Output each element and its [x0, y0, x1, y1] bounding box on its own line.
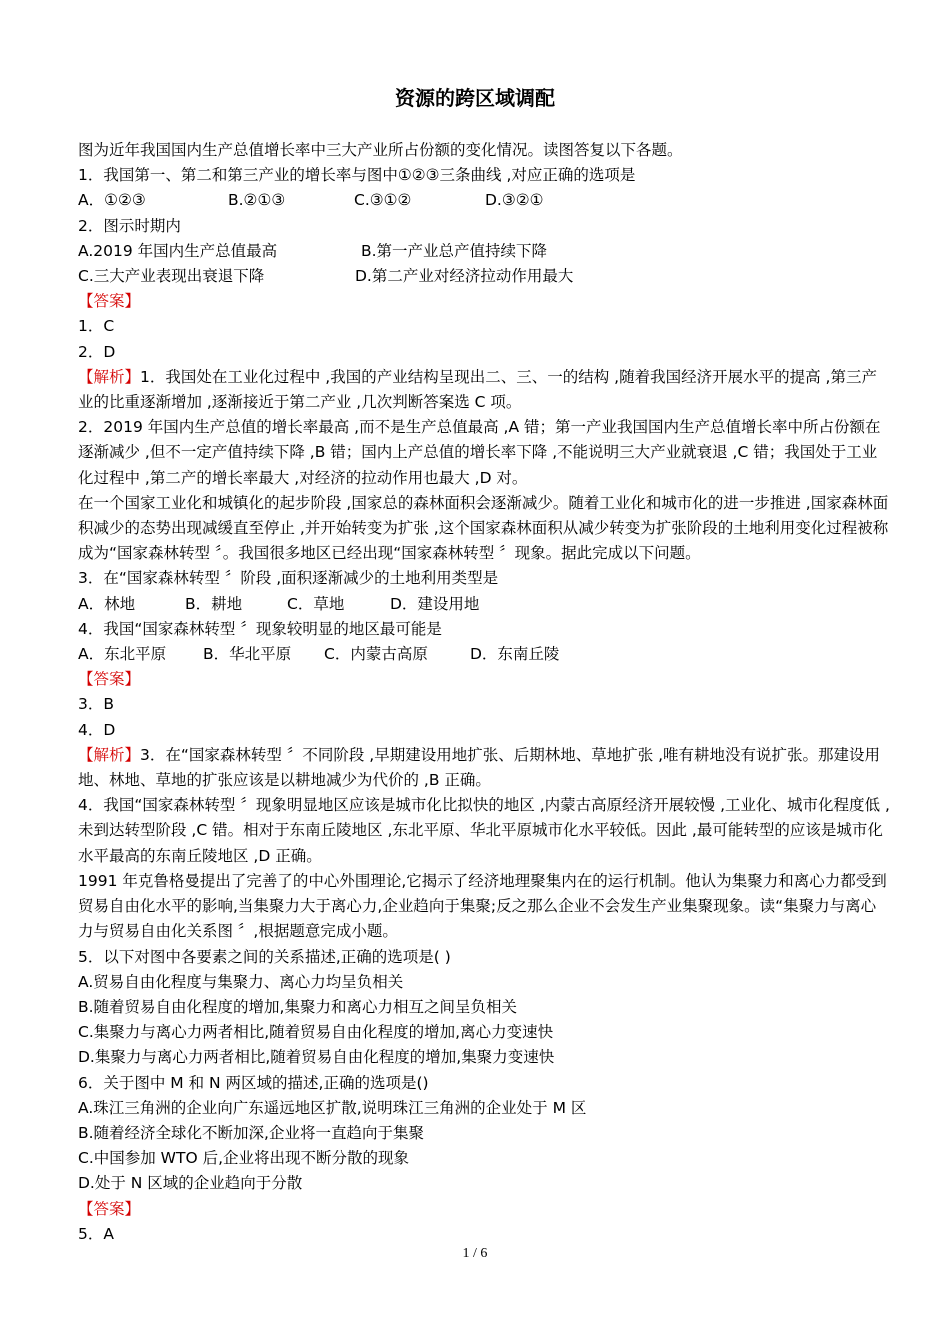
option: D.第二产业对经济拉动作用最大: [355, 267, 574, 286]
question-3: 3．在“国家森林转型 〞阶段 ,面积逐渐减少的土地利用类型是: [78, 569, 499, 588]
option: C．内蒙古高原: [324, 645, 428, 664]
answer-3: 3．B: [78, 695, 114, 714]
option: D.③②①: [485, 191, 544, 210]
answer-label: 【答案】: [78, 1199, 141, 1218]
question-6: 6．关于图中 M 和 N 两区域的描述,正确的选项是(): [78, 1073, 429, 1092]
question-2-options-row2: [68, 264, 890, 289]
option: D．东南丘陵: [470, 645, 560, 664]
option: C.集聚力与离心力两者相比,随着贸易自由化程度的增加,离心力变速快: [78, 1023, 554, 1042]
option: D．建设用地: [390, 594, 480, 613]
analysis-label: 【解析】: [78, 745, 141, 764]
section3-intro: 1991 年克鲁格曼提出了完善了的中心外围理论,它揭示了经济地理聚集内在的运行机制。他认为集聚力和离心力都受到贸易自由化水平的影响,当集聚力大于离心力,企业趋向于集聚;反之那么企业不会发生产业集聚现象。读“集聚力与离心力与贸易自由化关系图 〞,根据题意完成小题。: [78, 871, 887, 941]
analysis-4: 4．我国“国家森林转型 〞现象明显地区应该是城市化比拟快的地区 ,内蒙古高原经济开展较慢 ,工业化、城市化程度低 ,未到达转型阶段 ,C 错。相对于东南丘陵地区 ,东北平原、华北平原城市化水平较低。因此 ,最可能转型的应该是城市化水平最高的东南丘陵地区 ,D 正确。: [78, 796, 890, 865]
answer-5: 5．A: [78, 1224, 114, 1243]
option: A．东北平原: [78, 645, 167, 664]
section2-intro: 在一个国家工业化和城镇化的起步阶段 ,国家总的森林面积会逐渐减少。随着工业化和城市化的进一步推进 ,国家森林面积减少的态势出现减缓直至停止 ,并开始转变为扩张 ,这个国家森林面积从减少转变为扩张阶段的土地利用变化过程被称成为“国家森林转型 〞。我国很多地区已经出现“国家森林转型 〞现象。据此完成以下问题。: [78, 493, 889, 563]
option: A．林地: [78, 594, 136, 613]
option: C．草地: [287, 594, 345, 613]
question-2-options-row1: [68, 239, 890, 264]
option: B．华北平原: [203, 645, 292, 664]
option: B．耕地: [185, 594, 243, 613]
question-1: 1．我国第一、第二和第三产业的增长率与图中①②③三条曲线 ,对应正确的选项是: [78, 166, 636, 185]
analysis-label: 【解析】: [78, 367, 141, 386]
question-5: 5．以下对图中各要素之间的关系描述,正确的选项是( ): [78, 947, 451, 966]
option: C.三大产业表现出衰退下降: [78, 267, 265, 286]
option: D.集聚力与离心力两者相比,随着贸易自由化程度的增加,集聚力变速快: [78, 1048, 555, 1067]
page-title: 资源的跨区域调配: [395, 86, 555, 110]
option: A.2019 年国内生产总值最高: [78, 241, 278, 260]
option: A.贸易自由化程度与集聚力、离心力均呈负相关: [78, 972, 404, 991]
option: B.随着贸易自由化程度的增加,集聚力和离心力相互之间呈负相关: [78, 997, 517, 1016]
answer-1: 1．C: [78, 317, 115, 336]
option: C.③①②: [354, 191, 412, 210]
page-number: 1 / 6: [462, 1246, 488, 1261]
answer-label: 【答案】: [78, 670, 141, 689]
option: C.中国参加 WTO 后,企业将出现不断分散的现象: [78, 1149, 410, 1168]
document-body: [68, 138, 890, 1247]
option: B.随着经济全球化不断加深,企业将一直趋向于集聚: [78, 1123, 424, 1142]
analysis-1: [68, 365, 890, 415]
analysis-2: 2．2019 年国内生产总值的增长率最高 ,而不是生产总值最高 ,A 错；第一产业我国国内生产总值增长率中所占份额在逐渐减少 ,但不一定产值持续下降 ,B 错；国内上产总值的增长率下降 ,不能说明三大产业就衰退 ,C 错；我国处于工业化过程中 ,第二产的增长率最大 ,对经济的拉动作用也最大 ,D 对。: [78, 418, 881, 487]
answer-2: 2．D: [78, 342, 116, 361]
analysis-text: 3．在“国家森林转型 〞不同阶段 ,早期建设用地扩张、后期林地、草地扩张 ,唯有耕地没有说扩张。那建设用地、林地、草地的扩张应该是以耕地减少为代价的 ,B 正确。: [78, 745, 881, 790]
question-4: 4．我国“国家森林转型 〞现象较明显的地区最可能是: [78, 619, 442, 638]
question-1-options: [68, 188, 890, 213]
answer-4: 4．D: [78, 720, 116, 739]
option: A．①②③: [78, 191, 146, 210]
question-4-options: [68, 642, 890, 667]
option: A.珠江三角洲的企业向广东遥远地区扩散,说明珠江三角洲的企业处于 M 区: [78, 1098, 587, 1117]
option: D.处于 N 区域的企业趋向于分散: [78, 1174, 303, 1193]
option: B.②①③: [228, 191, 286, 210]
analysis-text: 1．我国处在工业化过程中 ,我国的产业结构呈现出二、三、一的结构 ,随着我国经济开展水平的提高 ,第三产业的比重逐渐增加 ,逐渐接近于第二产业 ,几次判断答案选 C 项。: [78, 367, 877, 412]
answer-label: 【答案】: [78, 292, 141, 311]
analysis-3: [68, 743, 890, 793]
question-2: 2．图示时期内: [78, 216, 181, 235]
question-3-options: [68, 592, 890, 617]
section1-intro: 图为近年我国国内生产总值增长率中三大产业所占份额的变化情况。读图答复以下各题。: [78, 141, 683, 159]
option: B.第一产业总产值持续下降: [361, 241, 548, 260]
